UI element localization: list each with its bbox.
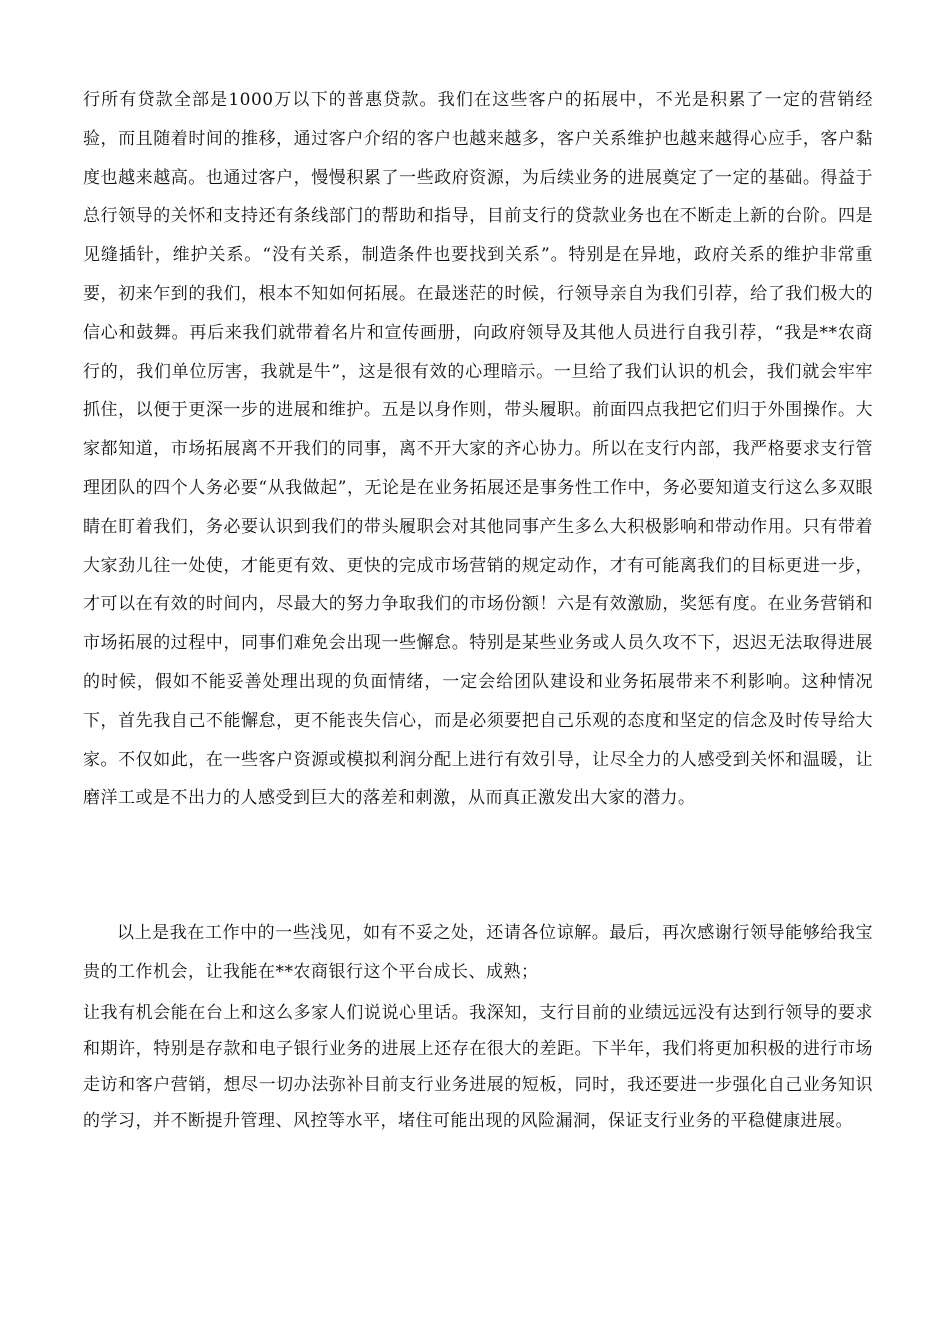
body-paragraph-3: 让我有机会能在台上和这么多家人们说说心里话。我深知，支行目前的业绩远远没有达到行领导的要求和期许，特别是存款和电子银行业务的进展上还存在很大的差距。下半年，我们将更加积极的进行市场走访和客户营销，想尽一切办法弥补目前支行业务进展的短板，同时，我还要进一步强化自己业务知识的学习，并不断提升管理、风控等水平，堵住可能出现的风险漏洞，保证支行业务的平稳健康进展。 [83,1003,873,1131]
body-paragraph-2: 以上是我在工作中的一些浅见，如有不妥之处，还请各位谅解。最后，再次感谢行领导能够给我宝贵的工作机会，让我能在**农商银行这个平台成长、成熟； [83,923,873,982]
body-paragraph-1: 行所有贷款全部是1000万以下的普惠贷款。我们在这些客户的拓展中，不光是积累了一定的营销经验，而且随着时间的推移，通过客户介绍的客户也越来越多，客户关系维护也越来越得心应手，客户黏度也越来越高。也通过客户，慢慢积累了一些政府资源，为后续业务的进展奠定了一定的基础。得益于总行领导的关怀和支持还有条线部门的帮助和指导，目前支行的贷款业务也在不断走上新的台阶。四是见缝插针，维护关系。“没有关系，制造条件也要找到关系”。特别是在异地，政府关系的维护非常重要，初来乍到的我们，根本不知如何拓展。在最迷茫的时候，行领导亲自为我们引荐，给了我们极大的信心和鼓舞。再后来我们就带着名片和宣传画册，向政府领导及其他人员进行自我引荐，“我是**农商行的，我们单位厉害，我就是牛”，这是很有效的心理暗示。一旦给了我们认识的机会，我们就会牢牢抓住，以便于更深一步的进展和维护。五是以身作则，带头履职。前面四点我把它们归于外围操作。大家都知道，市场拓展离不开我们的同事，离不开大家的齐心协力。所以在支行内部，我严格要求支行管理团队的四个人务必要“从我做起”，无论是在业务拓展还是事务性工作中，务必要知道支行这么多双眼睛在盯着我们，务必要认识到我们的带头履职会对其他同事产生多么大积极影响和带动作用。只有带着大家劲儿往一处使，才能更有效、更快的完成市场营销的规定动作，才有可能离我们的目标更进一步，才可以在有效的时间内，尽最大的努力争取我们的市场份额！六是有效激励，奖惩有度。在业务营销和市场拓展的过程中，同事们难免会出现一些懈怠。特别是某些业务或人员久攻不下，迟迟无法取得进展的时候，假如不能妥善处理出现的负面情绪，一定会给团队建设和业务拓展带来不利影响。这种情况下，首先我自己不能懈怠，更不能丧失信心，而是必须要把自己乐观的态度和坚定的信念及时传导给大家。不仅如此，在一些客户资源或模拟利润分配上进行有效引导，让尽全力的人感受到关怀和温暖，让磨洋工或是不出力的人感受到巨大的落差和刺激，从而真正激发出大家的潜力。 [83,90,873,809]
